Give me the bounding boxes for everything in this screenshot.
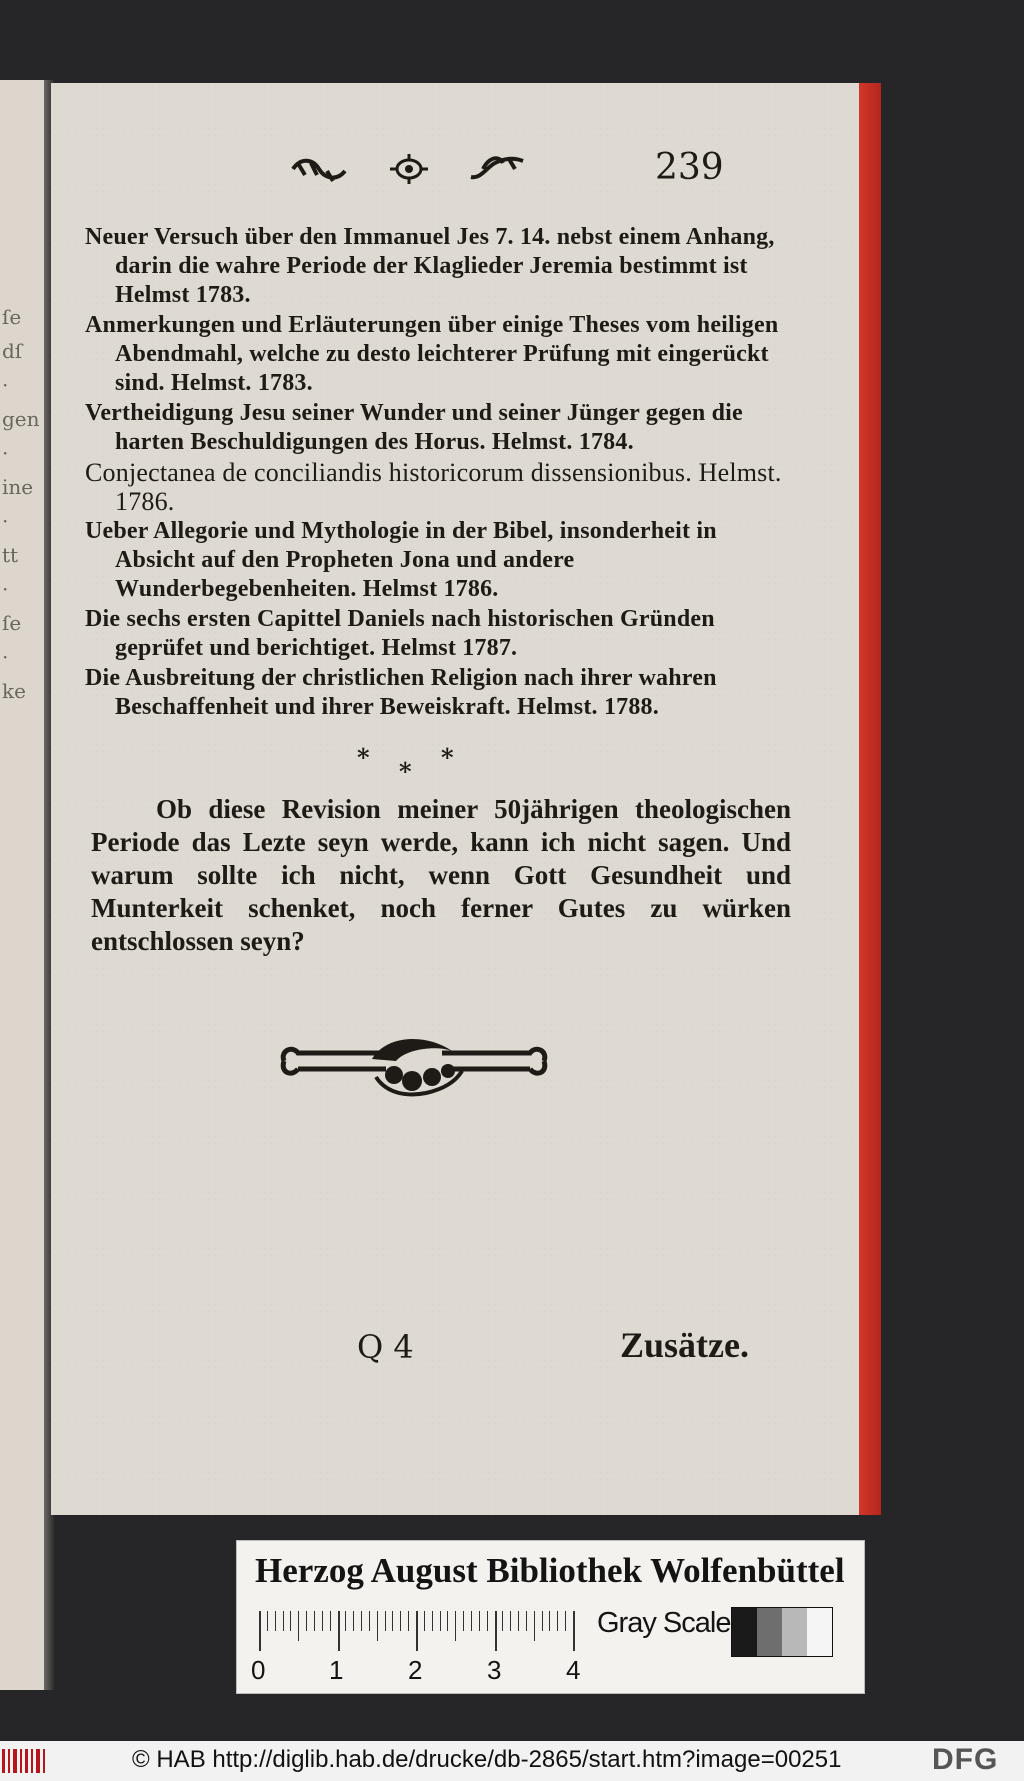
- ruler-tick: [322, 1611, 323, 1631]
- bibliography-entry: Conjectanea de conciliandis historicorum dissensionibus. Helmst. 1786.: [85, 458, 782, 516]
- ruler-tick: [314, 1611, 315, 1631]
- ruler-tick: [424, 1611, 425, 1631]
- ruler-tick: [471, 1611, 472, 1631]
- book-page: [51, 83, 859, 1515]
- closing-text: Ob diese Revision meiner 50jährigen theologischen Periode das Lezte seyn werde, kann ich nicht sagen. Und warum sollte ich nicht, wenn Gott Gesundheit und Munterkeit schenket, noch ferner Gutes zu würken entschlossen seyn?: [91, 794, 791, 956]
- ruler-tick: [385, 1611, 386, 1631]
- grayscale-patches: [731, 1607, 833, 1657]
- ruler-tick: [518, 1611, 519, 1631]
- bibliography-entry: Die sechs ersten Capittel Daniels nach historischen Gründen geprüfet und berichtiget. Helmst 1787.: [85, 606, 715, 661]
- previous-page-edge: [0, 80, 46, 1690]
- bibliography-entry: Neuer Versuch über den Immanuel Jes 7. 14. nebst einem Anhang, darin die wahre Periode der Klaglieder Jeremia bestimmt ist Helmst 1783.: [85, 224, 775, 308]
- ruler-tick: [290, 1611, 291, 1631]
- scale-label: 0: [251, 1655, 266, 1685]
- ruler-tick: [275, 1611, 276, 1631]
- closing-paragraph: [91, 793, 791, 958]
- ruler-tick: [377, 1611, 378, 1641]
- scale-label: 2: [408, 1655, 423, 1685]
- bibliography-list: [85, 223, 785, 723]
- ruler-tick: [565, 1611, 566, 1631]
- ruler-tick: [526, 1611, 527, 1631]
- gray-patch: [757, 1608, 782, 1656]
- source-link[interactable]: © HAB http://diglib.hab.de/drucke/db-2865/start.htm?image=00251: [132, 1746, 842, 1773]
- leaf-ornament-icon: [291, 155, 347, 185]
- scale-label: 3: [487, 1655, 502, 1685]
- ruler-tick: [447, 1611, 448, 1631]
- viewer-footer: [0, 1741, 1024, 1781]
- ruler-tick: [267, 1611, 268, 1631]
- grayscale-label: Gray Scale: [597, 1607, 731, 1639]
- scale-label: 1: [329, 1655, 344, 1685]
- page-header: [51, 147, 859, 197]
- asterisk: *: [357, 743, 370, 772]
- ruler-tick: [338, 1611, 340, 1651]
- bibliography-entry: Anmerkungen und Erläuterungen über einige Theses vom heiligen Abendmahl, welche zu desto leichterer Prüfung mit eingerückt sind. Helmst. 1783.: [85, 312, 779, 396]
- ruler-tick: [573, 1611, 575, 1651]
- ruler-tick: [542, 1611, 543, 1631]
- color-calibration-bar: [236, 1540, 865, 1694]
- ruler-tick: [534, 1611, 535, 1641]
- library-name: Herzog August Bibliothek Wolfenbüttel: [255, 1551, 845, 1590]
- ruler-tick: [361, 1611, 362, 1631]
- ruler-tick: [479, 1611, 480, 1631]
- page-footer: [51, 1325, 859, 1378]
- hab-barcode-icon: [0, 1746, 48, 1776]
- asterisk: *: [441, 743, 454, 772]
- catchword: Zusätze.: [620, 1325, 749, 1365]
- bibliography-entry: Vertheidigung Jesu seiner Wunder und seiner Jünger gegen die harten Beschuldigungen des Horus. Helmst. 1784.: [85, 400, 743, 455]
- ruler-tick: [369, 1611, 370, 1631]
- page-number: 239: [655, 147, 724, 188]
- scale-label: 4: [566, 1655, 581, 1685]
- ruler-tick: [330, 1611, 331, 1631]
- ruler-tick: [283, 1611, 284, 1631]
- ruler-tick: [549, 1611, 550, 1631]
- scale-labels: [251, 1655, 581, 1685]
- ruler-tick: [495, 1611, 497, 1651]
- gray-patch: [807, 1608, 832, 1656]
- ruler-tick: [440, 1611, 441, 1631]
- ruler-tick: [345, 1611, 346, 1631]
- bibliography-entry: Ueber Allegorie und Mythologie in der Bibel, insonderheit in Absicht auf den Propheten Jona und andere Wunderbegebenheiten. Helmst 1786.: [85, 518, 717, 602]
- ruler-tick: [408, 1611, 409, 1631]
- ruler-tick: [463, 1611, 464, 1631]
- ruler-tick: [298, 1611, 299, 1641]
- ruler-tick: [306, 1611, 307, 1631]
- tailpiece-ornament-icon: [276, 1031, 552, 1101]
- ruler-tick: [487, 1611, 488, 1631]
- gray-patch: [782, 1608, 807, 1656]
- flower-ornament-icon: [386, 151, 432, 187]
- red-page-edge: [859, 83, 881, 1515]
- previous-page-marks: ſe dſ · gen · ine · tt · ſe · ke: [2, 305, 40, 703]
- scroll-ornament-icon: [469, 153, 525, 183]
- scale-ruler: [259, 1611, 569, 1651]
- ruler-tick: [510, 1611, 511, 1631]
- ruler-tick: [259, 1611, 261, 1651]
- ruler-tick: [416, 1611, 418, 1651]
- asterisk: *: [399, 757, 412, 786]
- ruler-tick: [455, 1611, 456, 1641]
- ruler-tick: [557, 1611, 558, 1631]
- ruler-tick: [353, 1611, 354, 1631]
- gray-patch: [732, 1608, 757, 1656]
- ruler-tick: [432, 1611, 433, 1631]
- ruler-tick: [392, 1611, 393, 1631]
- signature-mark: Q 4: [357, 1328, 414, 1366]
- dfg-logo: DFG: [932, 1743, 999, 1776]
- bibliography-entry: Die Ausbreitung der christlichen Religion nach ihrer wahren Beschaffenheit und ihrer Beweiskraft. Helmst. 1788.: [85, 665, 717, 720]
- ruler-tick: [400, 1611, 401, 1631]
- asterism: [351, 743, 511, 786]
- ruler-tick: [502, 1611, 503, 1631]
